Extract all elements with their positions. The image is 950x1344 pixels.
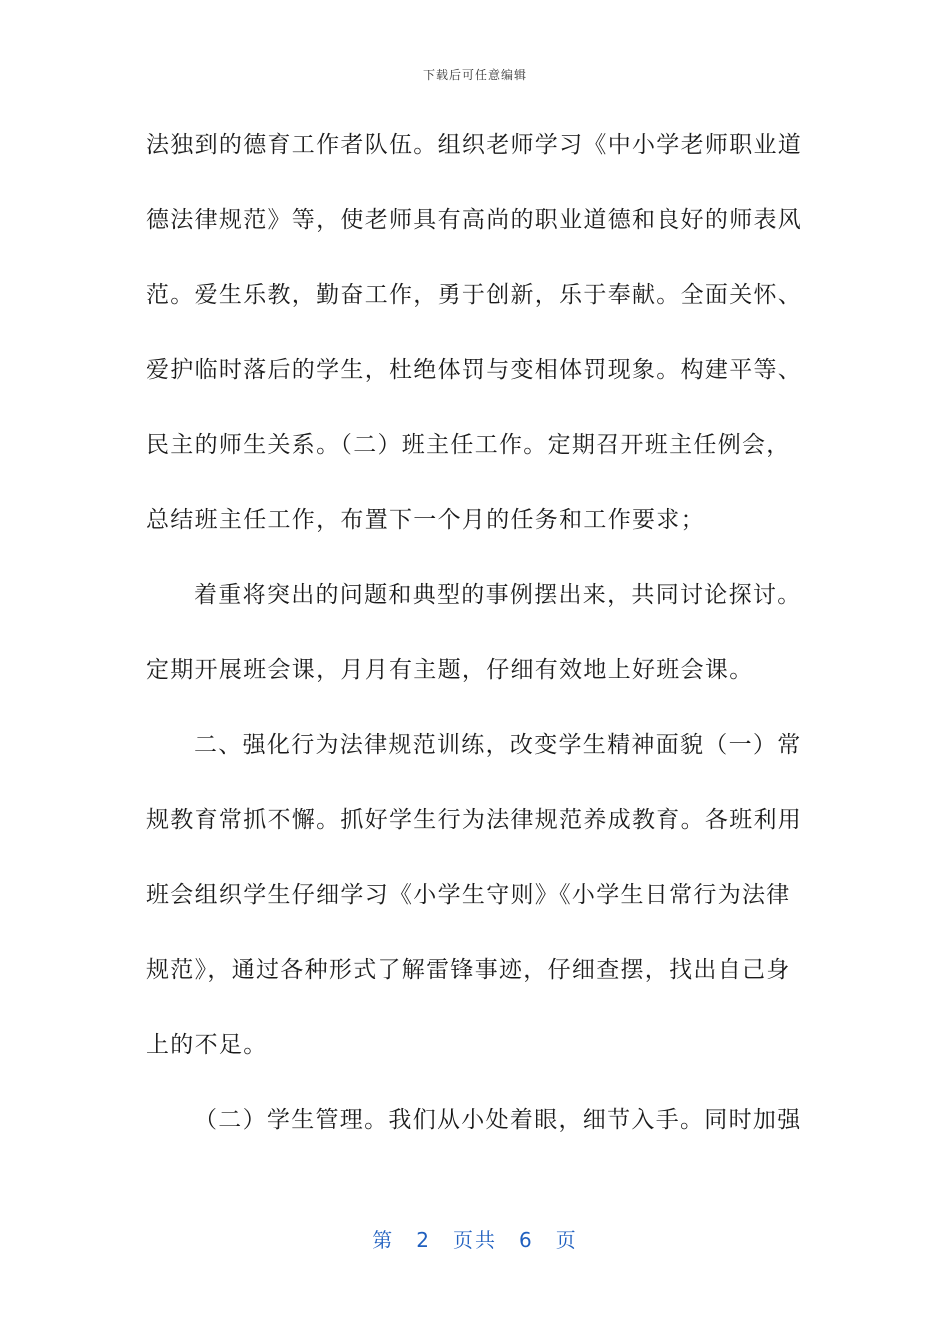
body-line: 规教育常抓不懈。抓好学生行为法律规范养成教育。各班利用 (146, 807, 803, 833)
body-line: 班会组织学生仔细学习《小学生守则》《小学生日常行为法律 (146, 882, 791, 908)
body-line: 着重将突出的问题和典型的事例摆出来，共同讨论探讨。 (194, 582, 802, 608)
body-line: （二）学生管理。我们从小处着眼，细节入手。同时加强 (194, 1107, 802, 1133)
body-line: 民主的师生关系。（二）班主任工作。定期召开班主任例会， (146, 432, 791, 458)
body-line: 范。爱生乐教，勤奋工作，勇于创新，乐于奉献。全面关怀、 (146, 282, 803, 308)
current-page-number: 2 (416, 1228, 431, 1252)
body-line: 总结班主任工作，布置下一个月的任务和工作要求； (146, 507, 705, 533)
body-line: 定期开展班会课，月月有主题，仔细有效地上好班会课。 (146, 657, 754, 683)
body-line: 爱护临时落后的学生，杜绝体罚与变相体罚现象。构建平等、 (146, 357, 803, 383)
footer-suffix: 页 (555, 1228, 578, 1252)
body-line: 法独到的德育工作者队伍。组织老师学习《中小学老师职业道 (146, 132, 803, 158)
body-line: 上的不足。 (146, 1032, 268, 1058)
total-pages-number: 6 (519, 1228, 534, 1252)
body-line: 德法律规范》等，使老师具有高尚的职业道德和良好的师表风 (146, 207, 803, 233)
page-footer (0, 1224, 950, 1253)
document-body (146, 108, 806, 1158)
footer-prefix: 第 (372, 1228, 395, 1252)
body-line: 二、强化行为法律规范训练，改变学生精神面貌（一）常 (194, 732, 802, 758)
body-line: 规范》，通过各种形式了解雷锋事迹，仔细查摆，找出自己身 (146, 957, 791, 983)
page-header: 下载后可任意编辑 (422, 68, 527, 82)
footer-middle: 页共 (453, 1228, 497, 1252)
